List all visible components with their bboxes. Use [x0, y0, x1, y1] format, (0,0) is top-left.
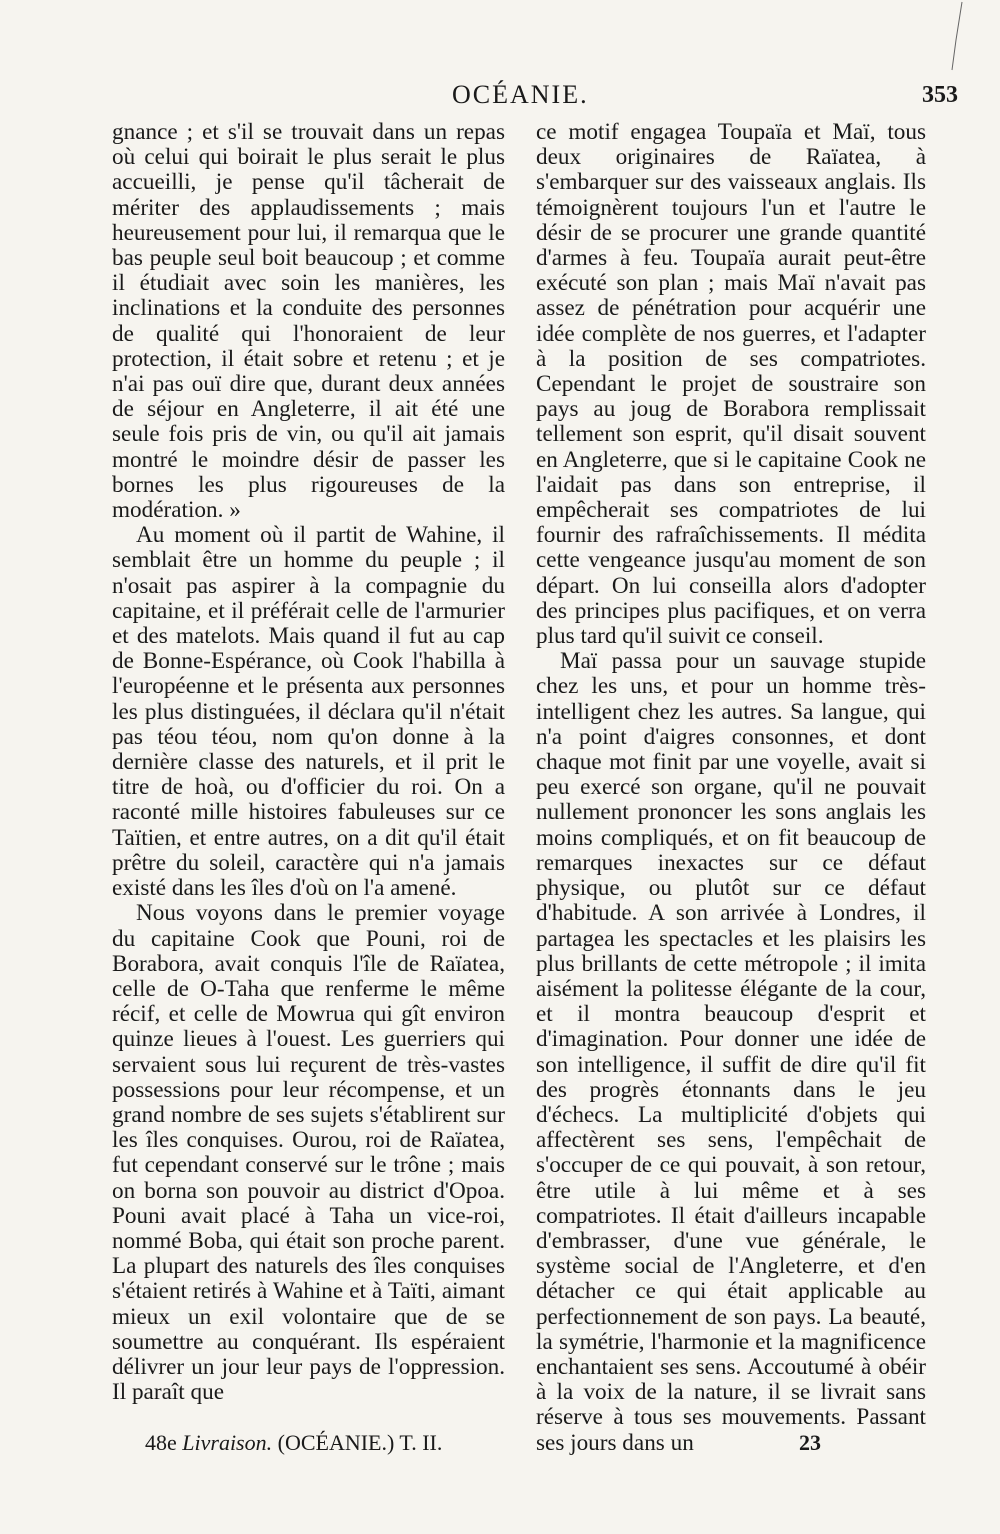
paragraph: gnance ; et s'il se trouvait dans un repas où celui qui boirait le plus serait le plus accueilli, je pense qu'il tâcherait de mériter des applaudissements ; mais heureusement pour lui, il remarqua que le bas peuple seul boit beaucoup ; et comme il étudiait avec soin les manières, les inclinations et la conduite des personnes de qualité qui l'honoraient de leur protection, il était sobre et retenu ; et je n'ai pas ouï dire que, durant deux années de séjour en Angleterre, il ait été une seule fois pris de vin, ou qu'il ait jamais montré le moindre désir de passer les bornes les plus rigoureuses de la modération. »: [112, 119, 505, 524]
signature-mark: 23: [799, 1430, 821, 1455]
right-column: [536, 120, 926, 1456]
page-number: 353: [922, 82, 958, 108]
left-column: [112, 120, 505, 1405]
paragraph: Nous voyons dans le premier voyage du capitaine Cook que Pouni, roi de Borabora, avait conquis l'île de Raïatea, celle de O-Taha que renferme le même récif, et celle de Mowrua qui gît environ quinze lieues à l'ouest. Les guerriers qui servaient sous lui reçurent de très-vastes possessions pour leur récompense, et un grand nombre de ses sujets s'établirent sur les îles conquises. Ourou, roi de Raïatea, fut cependant conservé sur le trône ; mais on borna son pouvoir au district d'Opoa. Pouni avait placé à Taha un vice-roi, nommé Boba, qui était son proche parent. La plupart des naturels des îles conquises s'étaient retirés à Wahine et à Taïti, aimant mieux un exil volontaire que de se soumettre au conquérant. Ils espéraient délivrer un jour leur pays de l'oppression. Il paraît que: [112, 900, 505, 1406]
paragraph: Maï passa pour un sauvage stupide chez les uns, et pour un homme très-intelligent chez les autres. Sa langue, qui n'a point d'aigres consonnes, et dont chaque mot finit par une voyelle, avait si peu exercé son organe, qu'il ne pouvait nullement prononcer les sons anglais les moins compliqués, et on fit beaucoup de remarques inexactes sur ce défaut physique, ou plutôt sur ce défaut d'habitude. A son arrivée à Londres, il partagea les spectacles et les plaisirs les plus brillants de cette métropole ; il imita aisément la politesse élégante de la cour, et il montra beaucoup d'esprit et d'imagination. Pour donner une idée de son intelligence, il suffit de dire qu'il fit des progrès étonnants dans le jeu d'échecs. La multiplicité d'objets qui affectèrent ses sens, l'empêchait de s'occuper de ce qui pouvait, à son retour, être utile à lui même et à ses compatriotes. Il était d'ailleurs incapable d'embrasser, d'une vue générale, le système social de l'Angleterre, et d'en détacher ce qui était applicable au perfectionnement de son pays. La beauté, la symétrie, l'harmonie et la magnificence enchantaient ses sens. Accoutumé à obéir à la voix de la nature, il se livrait sans réserve à tous ses mouvements. Passant ses jours dans un: [536, 648, 926, 1456]
margin-stroke-mark: [950, 0, 964, 72]
livraison-number: 48e: [145, 1430, 177, 1455]
running-header: [0, 80, 1000, 114]
footer-livraison: [145, 1430, 442, 1456]
page-footer: [0, 1430, 1000, 1460]
running-title: OCÉANIE.: [452, 80, 589, 109]
livraison-label: Livraison.: [182, 1430, 273, 1455]
paragraph: ce motif engagea Toupaïa et Maï, tous deux originaires de Raïatea, à s'embarquer sur des vaisseaux anglais. Ils témoignèrent toujours l'un et l'autre le désir de se procurer une grande quantité d'armes à feu. Toupaïa aurait peut-être exécuté son plan ; mais Maï n'avait pas assez de pénétration pour acquérir une idée complète de nos guerres, et l'adapter à la position de ses compatriotes. Cependant le projet de soustraire son pays au joug de Borabora remplissait tellement son esprit, qu'il disait souvent en Angleterre, que si le capitaine Cook ne l'aidait pas dans son entreprise, il empêcherait ses compatriotes de lui fournir des rafraîchissements. Il médita cette vengeance jusqu'au moment de son départ. On lui conseilla alors d'adopter des principes plus pacifiques, et on verra plus tard qu'il suivit ce conseil.: [536, 119, 926, 650]
paragraph: Au moment où il partit de Wahine, il semblait être un homme du peuple ; il n'osait pas aspirer à la compagnie du capitaine, et il préférait celle de l'armurier et des matelots. Mais quand il fut au cap de Bonne-Espérance, où Cook l'habilla à l'européenne et le présenta aux personnes les plus distinguées, il déclara qu'il n'était pas téou téou, nom qu'on donne à la dernière classe des naturels, et il prit le titre de hoà, ou d'officier du roi. On a raconté mille histoires fabuleuses sur ce Taïtien, et entre autres, on a dit qu'il était prêtre du soleil, caractère qui n'a jamais existé dans les îles d'où on l'a amené.: [112, 522, 505, 902]
volume-label: (OCÉANIE.) T. II.: [277, 1430, 443, 1455]
